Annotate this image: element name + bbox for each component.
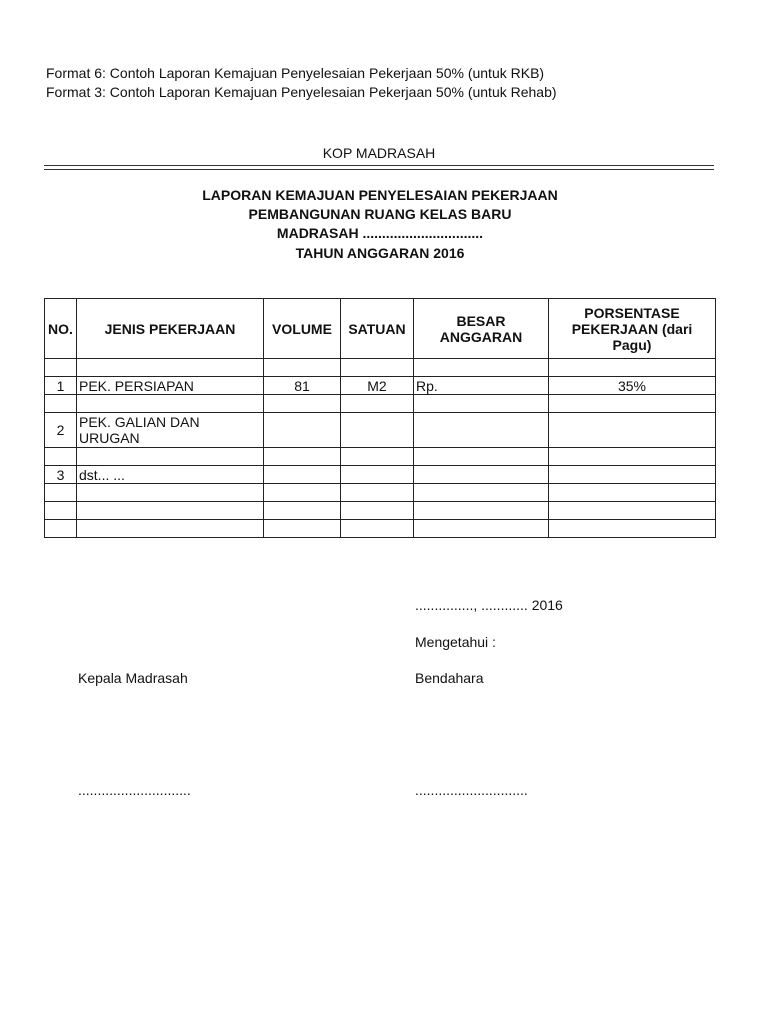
signature-left-blank: ............................. — [78, 782, 191, 798]
col-header-persentase — [549, 299, 716, 359]
header-rule-bottom — [44, 169, 714, 170]
header-rule-top — [44, 165, 714, 166]
col-header-jenis: JENIS PEKERJAAN — [77, 299, 264, 359]
row-volume: 81 — [264, 377, 341, 395]
col-header-satuan: SATUAN — [341, 299, 414, 359]
table-spacer-row — [45, 359, 716, 377]
table-row — [45, 466, 716, 484]
col-header-persen-line-3: Pagu) — [612, 336, 652, 353]
report-title-line-1: LAPORAN KEMAJUAN PENYELESAIAN PEKERJAAN — [202, 187, 558, 203]
signature-mengetahui: Mengetahui : — [415, 634, 496, 650]
table-empty-row — [45, 484, 716, 502]
col-header-anggaran — [414, 299, 549, 359]
col-header-volume: VOLUME — [264, 299, 341, 359]
report-title-line-3: MADRASAH ............................... — [276, 225, 484, 241]
kop-madrasah: KOP MADRASAH — [322, 145, 436, 161]
row-no: 1 — [45, 377, 77, 395]
table-row — [45, 377, 716, 395]
report-title-line-2: PEMBANGUNAN RUANG KELAS BARU — [248, 206, 512, 222]
row-persen: 35% — [549, 377, 716, 395]
col-header-persen-line-1: PORSENTASE — [584, 304, 680, 321]
col-header-anggaran-line-2: ANGGARAN — [439, 328, 523, 345]
table-spacer-row — [45, 448, 716, 466]
progress-table — [44, 298, 716, 538]
row-jenis-line-2: URUGAN — [79, 430, 140, 446]
row-no: 3 — [45, 466, 77, 484]
row-jenis: dst... ... — [77, 466, 264, 484]
table-empty-row — [45, 520, 716, 538]
format-line-2: Format 3: Contoh Laporan Kemajuan Penyelesaian Pekerjaan 50% (untuk Rehab) — [46, 84, 557, 100]
row-no: 2 — [45, 413, 77, 448]
col-header-anggaran-line-1: BESAR — [456, 312, 506, 329]
table-row — [45, 413, 716, 448]
table-empty-row — [45, 502, 716, 520]
col-header-persen-line-2: PEKERJAAN (dari — [571, 320, 693, 337]
row-jenis — [77, 413, 264, 448]
signature-right-blank: ............................. — [415, 782, 528, 798]
row-anggaran: Rp. — [414, 377, 549, 395]
signature-left-title: Kepala Madrasah — [78, 670, 188, 686]
row-satuan: M2 — [341, 377, 414, 395]
signature-right-title: Bendahara — [415, 670, 484, 686]
table-header-row — [45, 299, 716, 359]
format-line-1: Format 6: Contoh Laporan Kemajuan Penyelesaian Pekerjaan 50% (untuk RKB) — [46, 65, 545, 81]
report-title-line-4: TAHUN ANGGARAN 2016 — [295, 245, 465, 261]
row-jenis-line-1: PEK. GALIAN DAN — [79, 414, 200, 430]
table-spacer-row — [45, 395, 716, 413]
signature-date: ..............., ............ 2016 — [415, 597, 563, 613]
col-header-no: NO. — [45, 299, 77, 359]
row-jenis: PEK. PERSIAPAN — [77, 377, 264, 395]
